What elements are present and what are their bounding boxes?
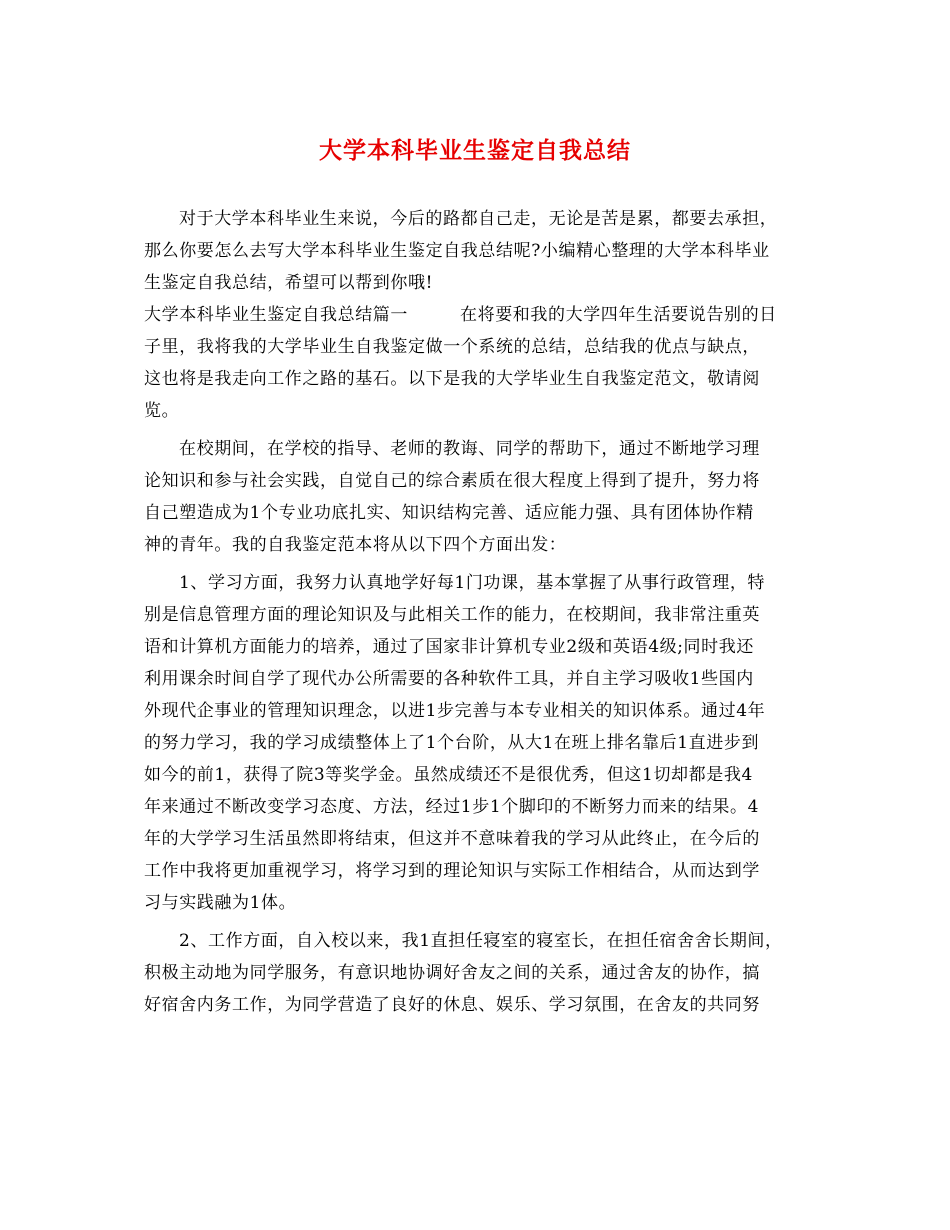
text-line: 这也将是我走向工作之路的基石。以下是我的大学毕业生自我鉴定范文，敬请阅 bbox=[144, 369, 760, 389]
text-line: 外现代企事业的管理知识理念，以进1步完善与本专业相关的知识体系。通过4年 bbox=[144, 701, 766, 721]
section-intro-start: 在将要和我的大学四年生活要说告别的日 bbox=[460, 305, 777, 325]
text-line: 那么你要怎么去写大学本科毕业生鉴定自我总结呢?小编精心整理的大学本科毕业 bbox=[144, 241, 770, 261]
text-line: 生鉴定自我总结，希望可以帮到你哦! bbox=[144, 273, 434, 293]
text-line: 利用课余时间自学了现代办公所需要的各种软件工具，并自主学习吸收1些国内 bbox=[144, 669, 754, 689]
text-line: 好宿舍内务工作，为同学营造了良好的休息、娱乐、学习氛围，在舍友的共同努 bbox=[144, 995, 760, 1015]
text-line: 习与实践融为1体。 bbox=[144, 893, 297, 913]
text-line: 年来通过不断改变学习态度、方法，经过1步1个脚印的不断努力而来的结果。4 bbox=[144, 797, 760, 817]
document-title: 大学本科毕业生鉴定自我总结 bbox=[319, 137, 631, 164]
text-line: 神的青年。我的自我鉴定范本将从以下四个方面出发： bbox=[144, 535, 567, 555]
section-heading: 大学本科毕业生鉴定自我总结篇一 bbox=[144, 305, 408, 325]
document-body bbox=[144, 203, 812, 1021]
text-line: 工作中我将更加重视学习，将学习到的理论知识与实际工作相结合，从而达到学 bbox=[144, 861, 760, 881]
text-line: 自己塑造成为1个专业功底扎实、知识结构完善、适应能力强、具有团体协作精 bbox=[144, 503, 754, 523]
text-line: 子里，我将我的大学毕业生自我鉴定做一个系统的总结，总结我的优点与缺点， bbox=[144, 337, 760, 357]
text-line: 语和计算机方面能力的培养，通过了国家非计算机专业2级和英语4级;同时我还 bbox=[144, 637, 754, 657]
section-paragraph bbox=[144, 299, 812, 427]
overview-paragraph bbox=[144, 433, 812, 561]
study-paragraph bbox=[144, 567, 812, 919]
text-line: 年的大学学习生活虽然即将结束，但这并不意味着我的学习从此终止，在今后的 bbox=[144, 829, 760, 849]
intro-paragraph bbox=[144, 203, 812, 299]
text-line: 论知识和参与社会实践，自觉自己的综合素质在很大程度上得到了提升，努力将 bbox=[144, 471, 760, 491]
work-paragraph bbox=[144, 925, 812, 1021]
text-line: 在校期间，在学校的指导、老师的教诲、同学的帮助下，通过不断地学习理 bbox=[179, 439, 760, 459]
text-line: 对于大学本科毕业生来说，今后的路都自己走，无论是苦是累，都要去承担， bbox=[179, 209, 778, 229]
text-line: 如今的前1，获得了院3等奖学金。虽然成绩还不是很优秀，但这1切却都是我4 bbox=[144, 765, 753, 785]
text-line: 览。 bbox=[144, 401, 180, 421]
text-line: 的努力学习，我的学习成绩整体上了1个台阶，从大1在班上排名靠后1直进步到 bbox=[144, 733, 760, 753]
text-line: 别是信息管理方面的理论知识及与此相关工作的能力，在校期间，我非常注重英 bbox=[144, 605, 760, 625]
text-line: 积极主动地为同学服务，有意识地协调好舍友之间的关系，通过舍友的协作，搞 bbox=[144, 963, 760, 983]
text-line bbox=[144, 299, 812, 331]
text-line: 1、学习方面，我努力认真地学好每1门功课，基本掌握了从事行政管理，特 bbox=[179, 573, 766, 593]
text-line: 2、工作方面，自入校以来，我1直担任寝室的寝室长，在担任宿舍舍长期间， bbox=[179, 931, 783, 951]
